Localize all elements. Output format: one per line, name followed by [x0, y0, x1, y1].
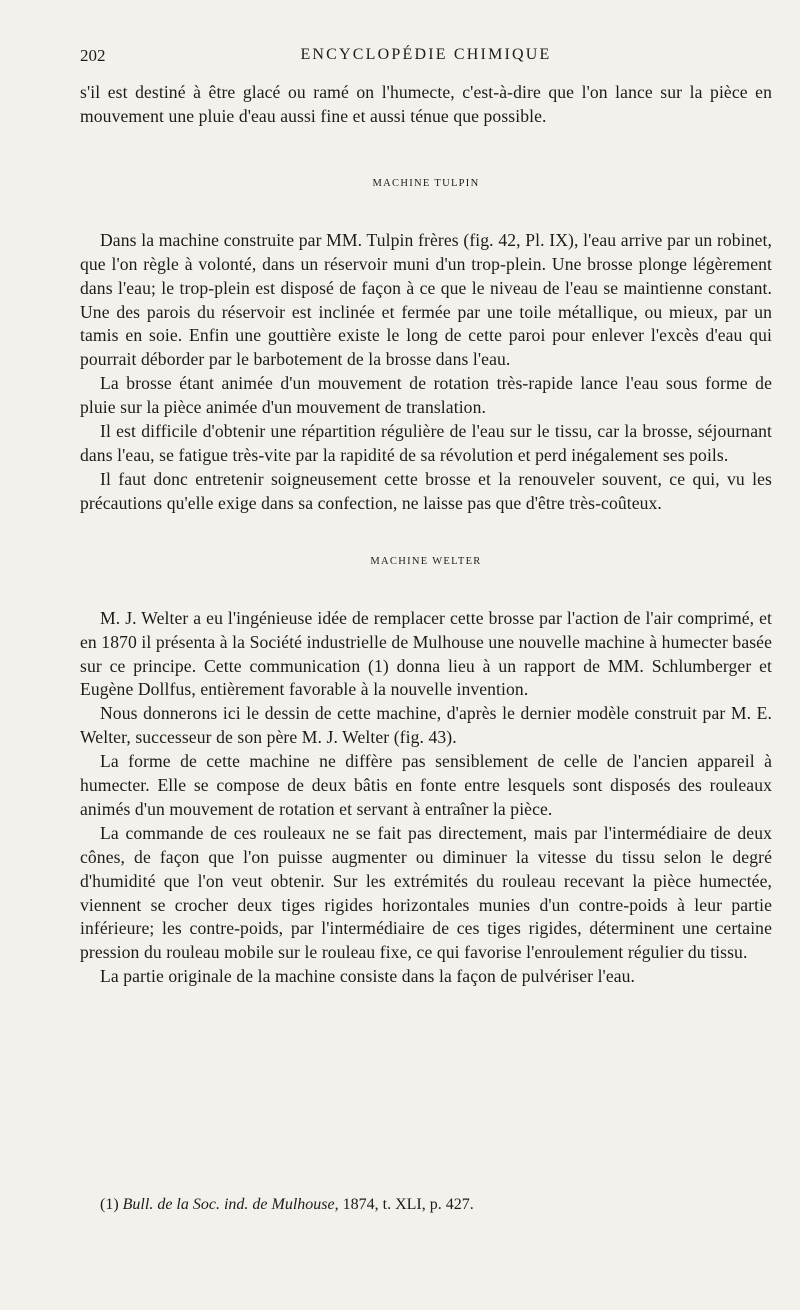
section-heading-welter: MACHINE WELTER: [370, 555, 482, 567]
tulpin-paragraph-4: Il faut donc entretenir soigneusement cette brosse et la renouveler souvent, ce qui, vu les précautions qu'elle exige dans sa confection, ne laisse pas que d'être très-coûteux.: [80, 468, 772, 513]
welter-paragraph-4: La commande de ces rouleaux ne se fait pas directement, mais par l'intermédiaire de deux cônes, de façon que l'on puisse augmenter ou diminuer la vitesse du tissu selon le degré d'humidité que l'on veut obtenir. Sur les extrémités du rouleau recevant la pièce humectée, viennent se crocher deux tiges rigides horizontales munies d'un contre-poids à leur partie inférieure; les contre-poids, par l'intermédiaire de ces tiges rigides, déterminent une certaine pression du rouleau mobile sur le rouleau fixe, ce qui favorise l'enroulement régulier du tissu.: [80, 822, 772, 963]
page-number: 202: [80, 46, 106, 65]
tulpin-paragraph-3: Il est difficile d'obtenir une répartition régulière de l'eau sur le tissu, car la brosse, séjournant dans l'eau, se fatigue très-vite par la rapidité de sa révolution et perd inégalement ses poils.: [80, 421, 772, 465]
footnote-marker: (1): [100, 1196, 119, 1213]
intro-paragraph: s'il est destiné à être glacé ou ramé on l'humecte, c'est-à-dire que l'on lance sur la pièce en mouvement une pluie d'eau aussi fine et aussi ténue que possible.: [80, 82, 772, 126]
welter-paragraph-3: La forme de cette machine ne diffère pas sensiblement de celle de l'ancien appareil à humecter. Elle se compose de deux bâtis en fonte entre lesquels sont disposés des rouleaux animés d'un mouvement de rotation et servant à entraîner la pièce.: [80, 751, 772, 819]
running-head: [80, 46, 772, 70]
footnote: [100, 1196, 772, 1214]
tulpin-paragraph-1: Dans la machine construite par MM. Tulpin frères (fig. 42, Pl. IX), l'eau arrive par un robinet, que l'on règle à volonté, dans un réservoir muni d'un trop-plein. Une brosse plonge légèrement dans l'eau; le trop-plein est disposé de façon à ce que le niveau de l'eau se maintienne constant. Une des parois du réservoir est inclinée et fermée par une toile métallique, ou mieux, par un tamis en soie. Enfin une gouttière existe le long de cette paroi pour enlever l'excès d'eau qui pourrait déborder par le barbotement de la brosse dans l'eau.: [80, 229, 772, 370]
footnote-details: 1874, t. XLI, p. 427.: [342, 1196, 474, 1213]
welter-paragraph-2: Nous donnerons ici le dessin de cette machine, d'après le dernier modèle construit par M. E. Welter, successeur de son père M. J. Welter (fig. 43).: [80, 703, 772, 748]
welter-paragraph-1: M. J. Welter a eu l'ingénieuse idée de remplacer cette brosse par l'action de l'air comprimé, et en 1870 il présenta à la Société industrielle de Mulhouse une nouvelle machine à humecter basée sur ce principe. Cette communication (1) donna lieu à un rapport de MM. Schlumberger et Eugène Dollfus, entièrement favorable à la nouvelle invention.: [80, 607, 772, 700]
footnote-citation: Bull. de la Soc. ind. de Mulhouse,: [122, 1196, 339, 1213]
section-heading-tulpin: MACHINE TULPIN: [372, 177, 480, 189]
page-body: [80, 81, 772, 989]
tulpin-paragraph-2: La brosse étant animée d'un mouvement de rotation très-rapide lance l'eau sous forme de pluie sur la pièce animée d'un mouvement de translation.: [80, 373, 772, 418]
running-title: ENCYCLOPÉDIE CHIMIQUE: [300, 46, 552, 63]
welter-paragraph-5: La partie originale de la machine consiste dans la façon de pulvériser l'eau.: [100, 966, 636, 987]
